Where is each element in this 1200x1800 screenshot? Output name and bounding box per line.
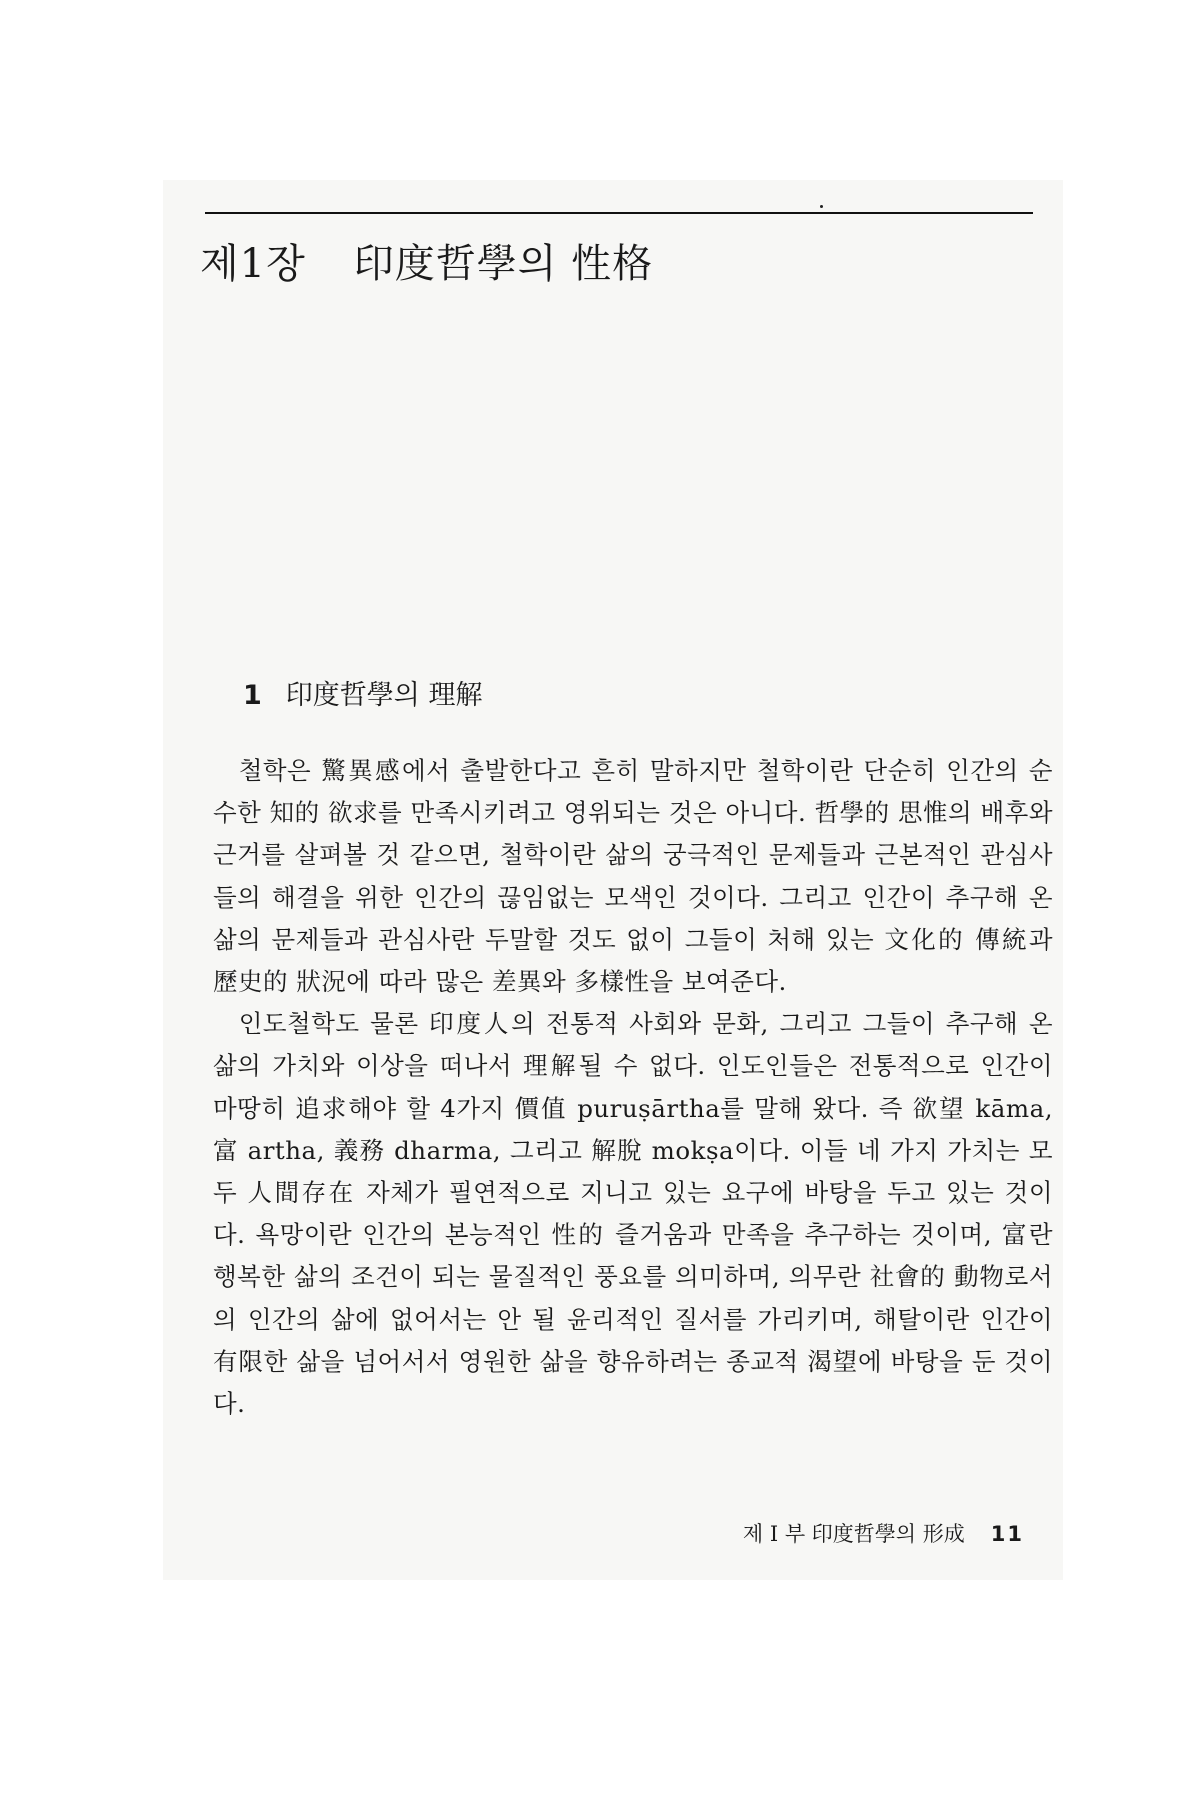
- footer-part-title: 제 I 부 印度哲學의 形成: [742, 1522, 965, 1546]
- chapter-title: [200, 232, 653, 289]
- page-number: 11: [990, 1522, 1024, 1546]
- paragraph-2: 인도철학도 물론 印度人의 전통적 사회와 문화, 그리고 그들이 추구해 온 삶의 가치와 이상을 떠나서 理解될 수 없다. 인도인들은 전통적으로 인간이 마땅히 追求해야 할 4가지 價值 puruṣārtha를 말해 왔다. 즉 欲望 kāma, 富 artha, 義務 dharma, 그리고 解脫 mokṣa이다. 이들 네 가지 가치는 모두 人間存在 자체가 필연적으로 지니고 있는 요구에 바탕을 두고 있는 것이다. 욕망이란 인간의 본능적인 性的 즐거움과 만족을 추구하는 것이며, 富란 행복한 삶의 조건이 되는 물질적인 풍요를 의미하며, 의무란 社會的 動物로서의 인간의 삶에 없어서는 안 될 윤리적인 질서를 가리키며, 해탈이란 인간이 有限한 삶을 넘어서서 영원한 삶을 향유하려는 종교적 渴望에 바탕을 둔 것이다.: [213, 1009, 1053, 1419]
- section-title: 印度哲學의 理解: [285, 680, 483, 711]
- body-text: [213, 750, 1053, 1425]
- rule-dot-mark: [820, 205, 823, 208]
- chapter-top-rule: [205, 212, 1033, 214]
- page-footer: [743, 1518, 1024, 1548]
- section-number: 1: [243, 680, 262, 711]
- chapter-title-text: 印度哲學의 性格: [353, 241, 654, 287]
- chapter-number-label: 제1장: [200, 241, 306, 287]
- section-heading: [243, 673, 482, 712]
- paragraph-1: 철학은 驚異感에서 출발한다고 흔히 말하지만 철학이란 단순히 인간의 순수한 知的 欲求를 만족시키려고 영위되는 것은 아니다. 哲學的 思惟의 배후와 근거를 살펴볼 것 같으면, 철학이란 삶의 궁극적인 문제들과 근본적인 관심사들의 해결을 위한 인간의 끊임없는 모색인 것이다. 그리고 인간이 추구해 온 삶의 문제들과 관심사란 두말할 것도 없이 그들이 처해 있는 文化的 傳統과 歷史的 狀況에 따라 많은 差異와 多樣性을 보여준다.: [213, 756, 1053, 997]
